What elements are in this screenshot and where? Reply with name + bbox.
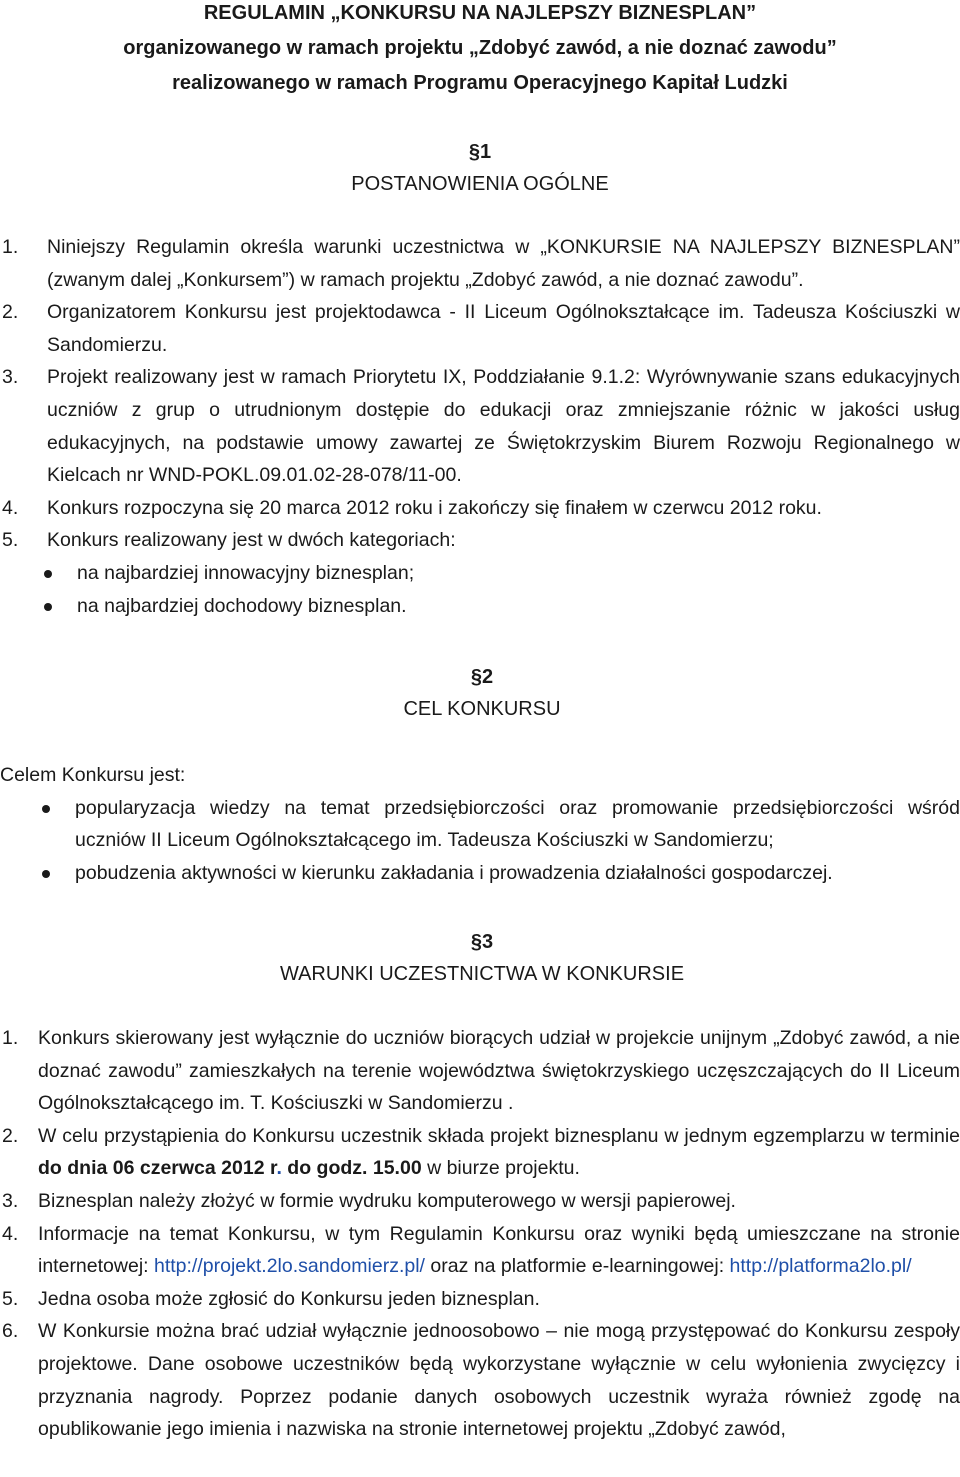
item-text: Projekt realizowany jest w ramach Priorytetu IX, Poddziałanie 9.1.2: Wyrównywanie szans edukacyjnych uczniów z grup o utrudnionym dostępie do edukacji oraz zmniejszanie różnic w jakości usług edukacyjnych, na podstawie umowy zawartej ze Świętokrzyskim Biurem Rozwoju Regionalnego w Kielcach nr WND-POKL.09.01.02-28-078/11-00.: [47, 366, 960, 487]
section-2-title: CEL KONKURSU: [403, 698, 561, 720]
item-text: Niniejszy Regulamin określa warunki uczestnictwa w „KONKURSIE NA NAJLEPSZY BIZNESPLAN” (zwanym dalej „Konkursem”) w ramach projektu „Zdobyć zawód, a nie doznać zawodu”.: [47, 236, 960, 291]
project-website-link[interactable]: http://projekt.2lo.sandomierz.pl/: [153, 1255, 425, 1278]
header-line-3: realizowanego w ramach Programu Operacyjnego Kapitał Ludzki: [172, 72, 788, 94]
section-2-heading: [0, 661, 960, 725]
header-line-1: REGULAMIN „KONKURSU NA NAJLEPSZY BIZNESPLAN”: [203, 2, 757, 24]
item-text-a: Informacje na temat Konkursu, w tym Regulamin Konkursu oraz wyniki będą umieszczane na stronie internetowej:: [38, 1222, 960, 1278]
bullet-icon: [42, 805, 50, 813]
item-text: Konkurs realizowany jest w dwóch kategoriach:: [47, 529, 456, 552]
section-1-number: §1: [468, 141, 492, 163]
item-text: W Konkursie można brać udział wyłącznie jednoosobowo – nie mogą przystępować do Konkursu zespoły projektowe. Dane osobowe uczestników będą wykorzystane wyłącznie w celu wyłonienia zwycięzcy i przyznania nagrody. Poprzez podanie danych osobowych uczestnik wyraża również zgodę na opublikowanie jego imienia i nazwiska na stronie internetowej projektu „Zdobyć zawód,: [38, 1320, 960, 1441]
section-1-item-3: [2, 361, 960, 491]
item-text: Konkurs skierowany jest wyłącznie do uczniów biorących udział w projekcie unijnym „Zdobyć zawód, a nie doznać zawodu” zamieszkałych na terenie województwa świętokrzyskiego uczęszczających do II Liceum Ogólnokształcącego im. T. Kościuszki w Sandomierzu .: [38, 1027, 960, 1115]
section-3-item-5: [2, 1283, 960, 1316]
section-1-body: [2, 231, 960, 622]
item-text-a: W celu przystąpienia do Konkursu uczestnik składa projekt biznesplanu w jednym egzemplarzu w terminie: [38, 1124, 960, 1147]
item-text-b: w biurze projektu.: [421, 1157, 580, 1180]
item-number: 5.: [2, 1287, 19, 1310]
section-1-heading: [0, 136, 960, 200]
section-1-item-2: [2, 296, 960, 361]
item-number: 3.: [2, 1189, 19, 1212]
item-text: Jedna osoba może zgłosić do Konkursu jeden biznesplan.: [38, 1287, 540, 1310]
bullet-icon: [44, 603, 52, 611]
section-3-title: WARUNKI UCZESTNICTWA W KONKURSIE: [279, 963, 685, 985]
section-1-item-5: [2, 524, 960, 557]
section-3-heading: [0, 926, 960, 990]
item-number: 6.: [2, 1320, 19, 1343]
section-3-item-3: [2, 1185, 960, 1218]
bullet-icon: [42, 870, 50, 878]
category-item: na najbardziej innowacyjny biznesplan;: [2, 557, 960, 590]
section-2-intro: Celem Konkursu jest:: [0, 764, 186, 786]
section-3-item-6: [2, 1315, 960, 1445]
deadline-dot: .: [276, 1157, 282, 1180]
header-line-2: organizowanego w ramach projektu „Zdobyć zawód, a nie doznać zawodu”: [123, 37, 837, 59]
section-1-item-1: [2, 231, 960, 296]
item-text: Konkurs rozpoczyna się 20 marca 2012 roku i zakończy się finałem w czerwcu 2012 roku.: [47, 496, 822, 519]
category-list: [2, 557, 960, 622]
item-number: 4.: [2, 496, 19, 519]
item-number: 1.: [2, 1027, 19, 1049]
bullet-icon: [44, 570, 52, 578]
category-item: na najbardziej dochodowy biznesplan.: [2, 590, 960, 623]
elearning-platform-link[interactable]: http://platforma2lo.pl/: [729, 1255, 912, 1278]
item-text-b: oraz na platformie e-learningowej:: [424, 1255, 730, 1278]
document-header: [0, 0, 960, 101]
item-text: Organizatorem Konkursu jest projektodawca - II Liceum Ogólnokształcące im. Tadeusza Kościuszki w Sandomierzu.: [47, 301, 960, 356]
item-number: 2.: [2, 1124, 19, 1147]
section-1-title: POSTANOWIENIA OGÓLNE: [351, 173, 609, 195]
section-3-item-2: [2, 1120, 960, 1185]
goal-list: [0, 792, 960, 890]
section-2-number: §2: [470, 666, 494, 688]
item-text: Biznesplan należy złożyć w formie wydruku komputerowego w wersji papierowej.: [38, 1189, 736, 1212]
item-number: 2.: [2, 301, 19, 324]
goal-item: pobudzenia aktywności w kierunku zakładania i prowadzenia działalności gospodarczej.: [0, 857, 960, 890]
item-number: 3.: [2, 366, 19, 389]
section-3-item-1: [2, 1022, 960, 1120]
section-1-item-4: [2, 492, 960, 525]
item-number: 4.: [2, 1222, 19, 1245]
item-number: 1.: [2, 236, 19, 258]
section-3-body: [2, 1022, 960, 1446]
deadline-date: do dnia 06 czerwca 2012 r: [38, 1157, 277, 1180]
goal-item: popularyzacja wiedzy na temat przedsiębiorczości oraz promowanie przedsiębiorczości wśród uczniów II Liceum Ogólnokształcącego im. Tadeusza Kościuszki w Sandomierzu;: [0, 792, 960, 857]
section-2-body: [0, 759, 960, 889]
item-number: 5.: [2, 529, 19, 552]
deadline-time: do godz. 15.00: [281, 1157, 422, 1180]
section-3-number: §3: [470, 931, 494, 953]
section-3-item-4: [2, 1218, 960, 1283]
